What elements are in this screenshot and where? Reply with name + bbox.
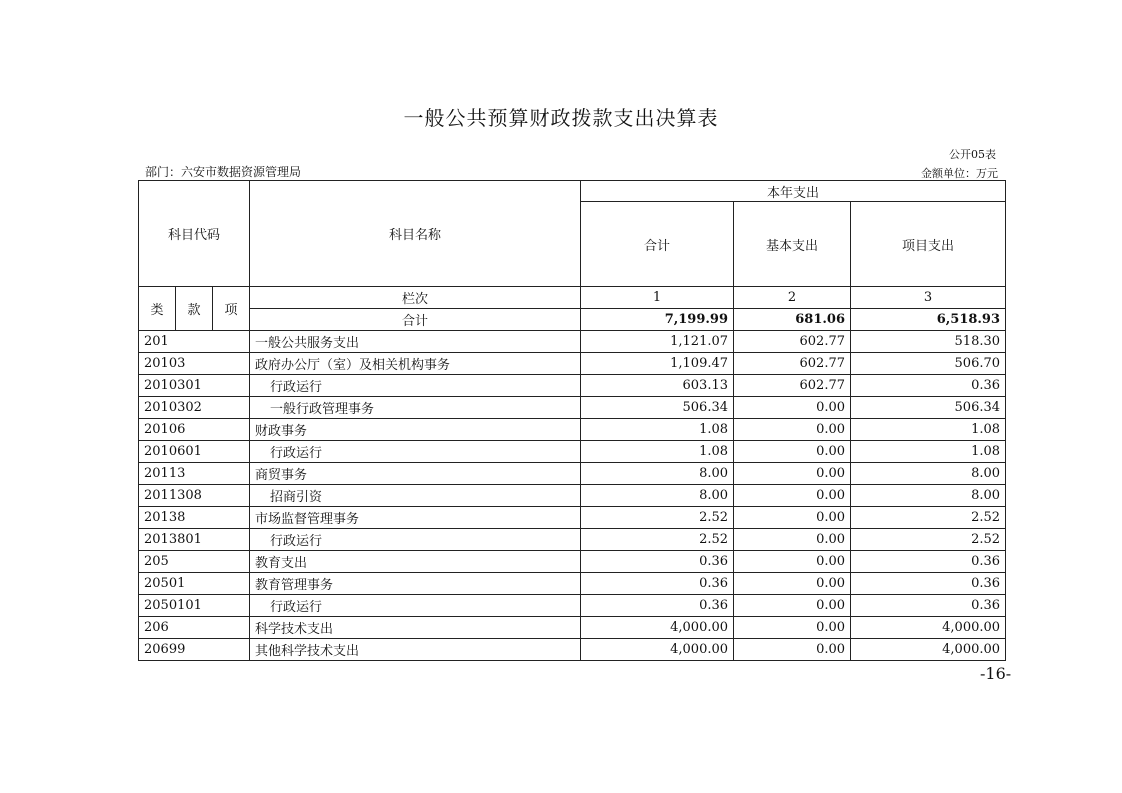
form-number: 公开05表 bbox=[949, 148, 996, 161]
table-row bbox=[139, 507, 1006, 529]
row-project: 8.00 bbox=[851, 463, 1006, 485]
row-project: 2.52 bbox=[851, 507, 1006, 529]
sum-project: 6,518.93 bbox=[851, 309, 1006, 331]
table-row bbox=[139, 551, 1006, 573]
row-name: 商贸事务 bbox=[250, 463, 581, 485]
header-kuan: 款 bbox=[176, 287, 213, 331]
row-code: 20113 bbox=[139, 463, 250, 485]
row-basic: 0.00 bbox=[734, 419, 851, 441]
row-project: 506.34 bbox=[851, 397, 1006, 419]
header-name: 科目名称 bbox=[250, 181, 581, 287]
table-row bbox=[139, 419, 1006, 441]
table-row bbox=[139, 573, 1006, 595]
row-project: 1.08 bbox=[851, 441, 1006, 463]
expenditure-table bbox=[138, 180, 1006, 661]
row-total: 603.13 bbox=[581, 375, 734, 397]
table-row bbox=[139, 331, 1006, 353]
row-code: 20501 bbox=[139, 573, 250, 595]
row-basic: 602.77 bbox=[734, 353, 851, 375]
row-code: 2011308 bbox=[139, 485, 250, 507]
row-name: 一般公共服务支出 bbox=[250, 331, 581, 353]
row-total: 1,109.47 bbox=[581, 353, 734, 375]
row-project: 518.30 bbox=[851, 331, 1006, 353]
row-project: 506.70 bbox=[851, 353, 1006, 375]
row-basic: 0.00 bbox=[734, 463, 851, 485]
column-index-label: 栏次 bbox=[250, 287, 581, 309]
row-total: 2.52 bbox=[581, 507, 734, 529]
header-row-1 bbox=[139, 181, 1006, 202]
sum-label: 合计 bbox=[250, 309, 581, 331]
table-row bbox=[139, 617, 1006, 639]
row-basic: 0.00 bbox=[734, 617, 851, 639]
table-row bbox=[139, 375, 1006, 397]
row-basic: 0.00 bbox=[734, 397, 851, 419]
row-code: 2050101 bbox=[139, 595, 250, 617]
table-row bbox=[139, 397, 1006, 419]
row-basic: 0.00 bbox=[734, 551, 851, 573]
row-basic: 0.00 bbox=[734, 507, 851, 529]
page-number: -16- bbox=[980, 664, 1012, 683]
row-name: 行政运行 bbox=[250, 441, 581, 463]
row-code: 205 bbox=[139, 551, 250, 573]
row-code: 206 bbox=[139, 617, 250, 639]
row-name: 教育支出 bbox=[250, 551, 581, 573]
column-index-row bbox=[139, 287, 1006, 309]
row-basic: 0.00 bbox=[734, 595, 851, 617]
row-name: 行政运行 bbox=[250, 529, 581, 551]
table-row bbox=[139, 529, 1006, 551]
row-name: 科学技术支出 bbox=[250, 617, 581, 639]
row-basic: 0.00 bbox=[734, 639, 851, 661]
table-row bbox=[139, 441, 1006, 463]
page-title: 一般公共预算财政拨款支出决算表 bbox=[403, 106, 719, 130]
header-xiang: 项 bbox=[213, 287, 250, 331]
row-total: 4,000.00 bbox=[581, 639, 734, 661]
table-row bbox=[139, 353, 1006, 375]
row-name: 行政运行 bbox=[250, 595, 581, 617]
row-name: 财政事务 bbox=[250, 419, 581, 441]
row-project: 1.08 bbox=[851, 419, 1006, 441]
sum-basic: 681.06 bbox=[734, 309, 851, 331]
header-code: 科目代码 bbox=[139, 181, 250, 287]
department-label: 部门：六安市数据资源管理局 bbox=[145, 165, 302, 179]
header-basic: 基本支出 bbox=[734, 202, 851, 287]
row-code: 2010301 bbox=[139, 375, 250, 397]
row-name: 行政运行 bbox=[250, 375, 581, 397]
row-code: 201 bbox=[139, 331, 250, 353]
row-total: 2.52 bbox=[581, 529, 734, 551]
unit-label: 金额单位：万元 bbox=[921, 167, 998, 180]
table-row bbox=[139, 463, 1006, 485]
sum-row bbox=[139, 309, 1006, 331]
column-index-3: 3 bbox=[851, 287, 1006, 309]
row-code: 2013801 bbox=[139, 529, 250, 551]
column-index-2: 2 bbox=[734, 287, 851, 309]
row-name: 其他科学技术支出 bbox=[250, 639, 581, 661]
row-project: 0.36 bbox=[851, 551, 1006, 573]
row-basic: 0.00 bbox=[734, 441, 851, 463]
header-lei: 类 bbox=[139, 287, 176, 331]
row-total: 0.36 bbox=[581, 573, 734, 595]
header-project: 项目支出 bbox=[851, 202, 1006, 287]
row-project: 4,000.00 bbox=[851, 639, 1006, 661]
header-current-year: 本年支出 bbox=[581, 181, 1006, 202]
row-project: 4,000.00 bbox=[851, 617, 1006, 639]
row-total: 8.00 bbox=[581, 485, 734, 507]
row-code: 20106 bbox=[139, 419, 250, 441]
row-code: 20138 bbox=[139, 507, 250, 529]
row-project: 0.36 bbox=[851, 595, 1006, 617]
row-basic: 602.77 bbox=[734, 375, 851, 397]
header-total: 合计 bbox=[581, 202, 734, 287]
row-project: 2.52 bbox=[851, 529, 1006, 551]
row-code: 2010302 bbox=[139, 397, 250, 419]
row-project: 0.36 bbox=[851, 375, 1006, 397]
row-basic: 0.00 bbox=[734, 485, 851, 507]
row-project: 8.00 bbox=[851, 485, 1006, 507]
row-name: 政府办公厅（室）及相关机构事务 bbox=[250, 353, 581, 375]
row-total: 4,000.00 bbox=[581, 617, 734, 639]
row-code: 20103 bbox=[139, 353, 250, 375]
table-row bbox=[139, 485, 1006, 507]
row-basic: 0.00 bbox=[734, 529, 851, 551]
row-name: 一般行政管理事务 bbox=[250, 397, 581, 419]
row-name: 市场监督管理事务 bbox=[250, 507, 581, 529]
row-name: 招商引资 bbox=[250, 485, 581, 507]
row-name: 教育管理事务 bbox=[250, 573, 581, 595]
row-total: 8.00 bbox=[581, 463, 734, 485]
row-project: 0.36 bbox=[851, 573, 1006, 595]
table-row bbox=[139, 639, 1006, 661]
sum-total: 7,199.99 bbox=[581, 309, 734, 331]
row-total: 1,121.07 bbox=[581, 331, 734, 353]
table-body bbox=[139, 181, 1006, 661]
row-total: 0.36 bbox=[581, 551, 734, 573]
row-total: 1.08 bbox=[581, 441, 734, 463]
row-basic: 602.77 bbox=[734, 331, 851, 353]
table-row bbox=[139, 595, 1006, 617]
row-total: 0.36 bbox=[581, 595, 734, 617]
row-code: 20699 bbox=[139, 639, 250, 661]
row-total: 506.34 bbox=[581, 397, 734, 419]
row-code: 2010601 bbox=[139, 441, 250, 463]
row-basic: 0.00 bbox=[734, 573, 851, 595]
row-total: 1.08 bbox=[581, 419, 734, 441]
column-index-1: 1 bbox=[581, 287, 734, 309]
